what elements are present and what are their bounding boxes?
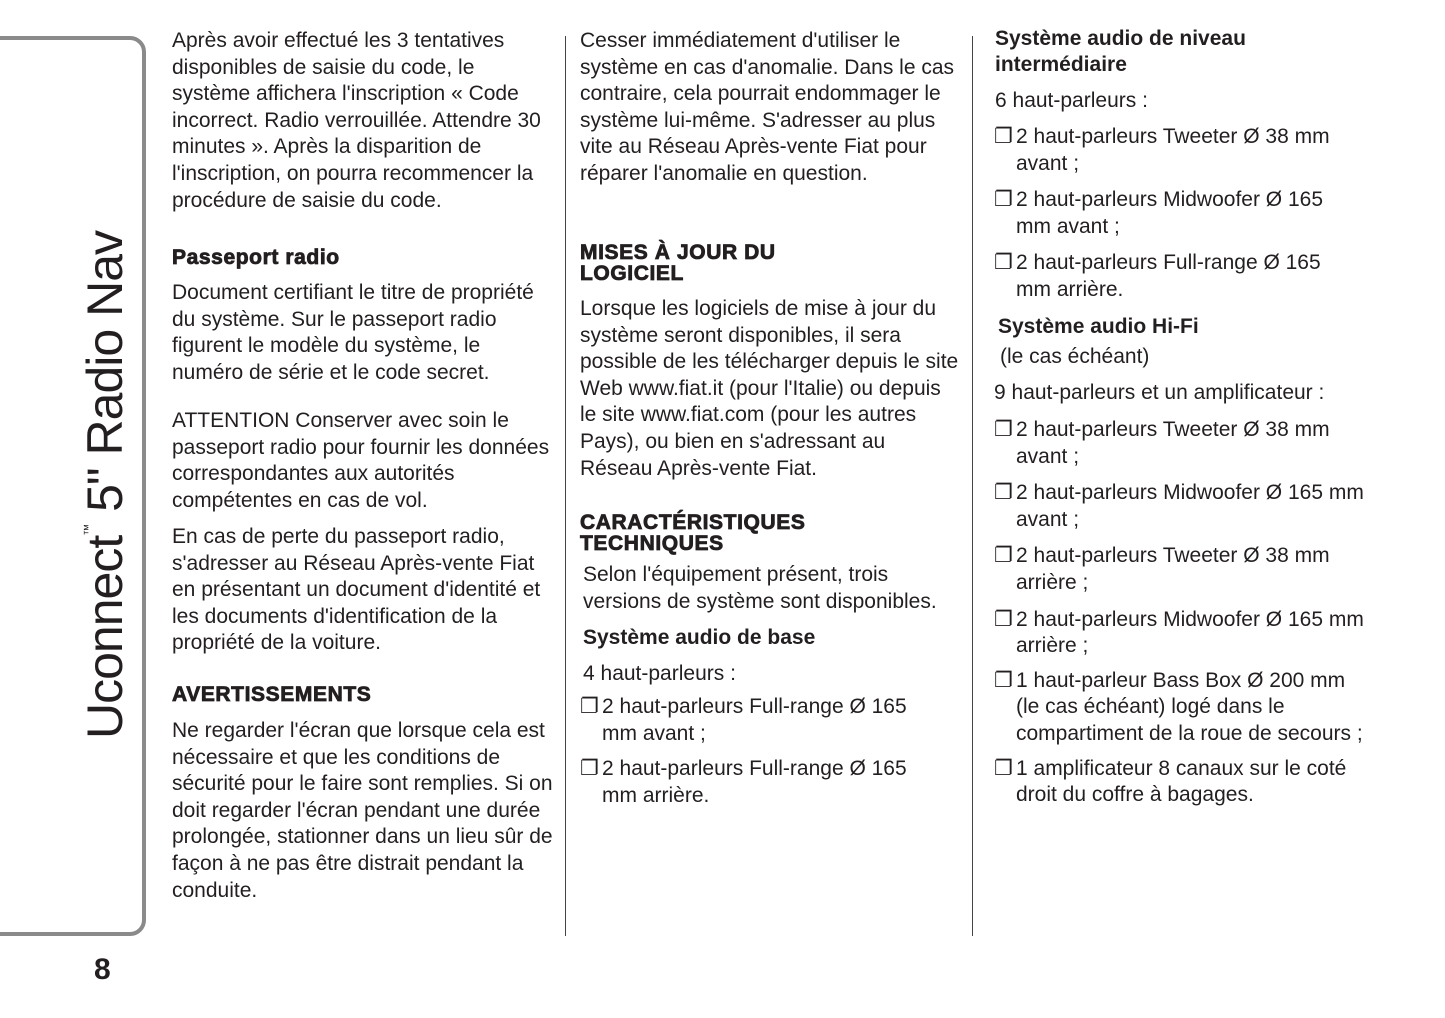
chapter-title bbox=[76, 231, 134, 739]
section-heading: Passeport radio bbox=[172, 246, 340, 269]
subheading: Système audio de niveau intermédiaire bbox=[995, 27, 1246, 76]
paragraph: ATTENTION Conserver avec soin le passeport radio pour fournir les données correspondantes aux autorités compétentes en cas de vol. bbox=[172, 409, 550, 512]
chapter-title-rest: 5" Radio Nav bbox=[77, 230, 133, 525]
subheading: Système audio Hi-Fi bbox=[998, 315, 1199, 338]
paragraph: Lorsque les logiciels de mise à jour du système seront disponibles, il sera possible de les télécharger depuis le site Web www.fiat.it (pour l'Italie) ou depuis le site www.fiat.com (pour les autres Pays), ou bien en s'adressant au Réseau Après-vente Fiat. bbox=[580, 297, 959, 480]
checkbox-bullet-icon: ❐ bbox=[994, 756, 1013, 780]
subheading: Système audio de base bbox=[583, 626, 816, 649]
paragraph: 9 haut-parleurs et un amplificateur : bbox=[994, 381, 1325, 404]
list-item bbox=[994, 668, 1374, 748]
list-item-text: 1 haut-parleur Bass Box Ø 200 mm (le cas échéant) logé dans le compartiment de la roue de secours ; bbox=[1016, 668, 1363, 745]
paragraph: (le cas échéant) bbox=[1000, 345, 1150, 368]
speaker-list bbox=[580, 694, 930, 809]
speaker-list bbox=[994, 417, 1374, 809]
section-heading: CARACTÉRISTIQUES TECHNIQUES bbox=[580, 511, 806, 555]
chapter-title-brand: Uconnect bbox=[77, 535, 133, 740]
section-heading: AVERTISSEMENTS bbox=[172, 683, 372, 706]
list-item bbox=[580, 694, 930, 747]
paragraph: En cas de perte du passeport radio, s'adresser au Réseau Après-vente Fiat en présentant un document d'identité et les documents d'identification de la propriété de la voiture. bbox=[172, 525, 541, 655]
checkbox-bullet-icon: ❐ bbox=[994, 418, 1013, 441]
checkbox-bullet-icon: ❐ bbox=[994, 544, 1013, 568]
list-item bbox=[580, 756, 930, 809]
list-item bbox=[994, 187, 1354, 240]
paragraph: Après avoir effectué les 3 tentatives disponibles de saisie du code, le système affichera l'inscription « Code incorrect. Radio verrouillée. Attendre 30 minutes ». Après la disparition de l'inscription, on pourra recommencer la procédure de saisie du code. bbox=[172, 29, 541, 212]
paragraph: 4 haut-parleurs : bbox=[583, 662, 736, 685]
list-item-text: 2 haut-parleurs Midwoofer Ø 165 mm avant ; bbox=[1016, 188, 1323, 238]
list-item bbox=[994, 124, 1354, 177]
paragraph: Document certifiant le titre de propriété du système. Sur le passeport radio figurent le modèle du système, le numéro de série et le code secret. bbox=[172, 281, 534, 384]
checkbox-bullet-icon: ❐ bbox=[580, 695, 599, 718]
list-item bbox=[994, 480, 1366, 533]
list-item bbox=[994, 250, 1354, 303]
paragraph: 6 haut-parleurs : bbox=[995, 89, 1148, 112]
list-item bbox=[994, 417, 1366, 470]
checkbox-bullet-icon: ❐ bbox=[580, 757, 599, 781]
list-item bbox=[994, 543, 1366, 596]
checkbox-bullet-icon: ❐ bbox=[994, 607, 1013, 631]
list-item-text: 2 haut-parleurs Midwoofer Ø 165 mm arrière ; bbox=[1016, 607, 1364, 658]
checkbox-bullet-icon: ❐ bbox=[994, 125, 1013, 148]
checkbox-bullet-icon: ❐ bbox=[994, 668, 1013, 692]
list-item-text: 2 haut-parleurs Full-range Ø 165 mm arrière. bbox=[602, 757, 907, 807]
list-item bbox=[994, 607, 1366, 660]
checkbox-bullet-icon: ❐ bbox=[994, 251, 1013, 275]
paragraph: Cesser immédiatement d'utiliser le système en cas d'anomalie. Dans le cas contraire, cela pourrait endommager le système lui-même. S'adresser au plus vite au Réseau Après-vente Fiat pour réparer l'anomalie en question. bbox=[580, 29, 955, 185]
list-item-text: 2 haut-parleurs Full-range Ø 165 mm avant ; bbox=[602, 695, 907, 745]
speaker-list bbox=[994, 124, 1354, 304]
column-divider bbox=[972, 36, 973, 936]
paragraph: Selon l'équipement présent, trois versions de système sont disponibles. bbox=[583, 563, 937, 613]
list-item-text: 2 haut-parleurs Midwoofer Ø 165 mm avant ; bbox=[1016, 481, 1364, 531]
list-item-text: 1 amplificateur 8 canaux sur le coté droit du coffre à bagages. bbox=[1016, 756, 1347, 807]
paragraph: Ne regarder l'écran que lorsque cela est nécessaire et que les conditions de sécurité pour le faire sont remplies. Si on doit regarder l'écran pendant une durée prolongée, stationner dans un lieu sûr de façon à ne pas être distrait pendant la conduite. bbox=[172, 719, 553, 902]
list-item-text: 2 haut-parleurs Tweeter Ø 38 mm avant ; bbox=[1016, 418, 1330, 468]
trademark: ™ bbox=[81, 524, 95, 536]
list-item bbox=[994, 756, 1386, 809]
checkbox-bullet-icon: ❐ bbox=[994, 481, 1013, 505]
list-item-text: 2 haut-parleurs Tweeter Ø 38 mm avant ; bbox=[1016, 125, 1330, 175]
column-divider bbox=[565, 36, 566, 936]
page-number: 8 bbox=[94, 953, 111, 986]
section-heading: MISES À JOUR DU LOGICIEL bbox=[580, 241, 776, 285]
list-item-text: 2 haut-parleurs Tweeter Ø 38 mm arrière ; bbox=[1016, 544, 1330, 594]
list-item-text: 2 haut-parleurs Full-range Ø 165 mm arrière. bbox=[1016, 251, 1321, 301]
checkbox-bullet-icon: ❐ bbox=[994, 188, 1013, 212]
